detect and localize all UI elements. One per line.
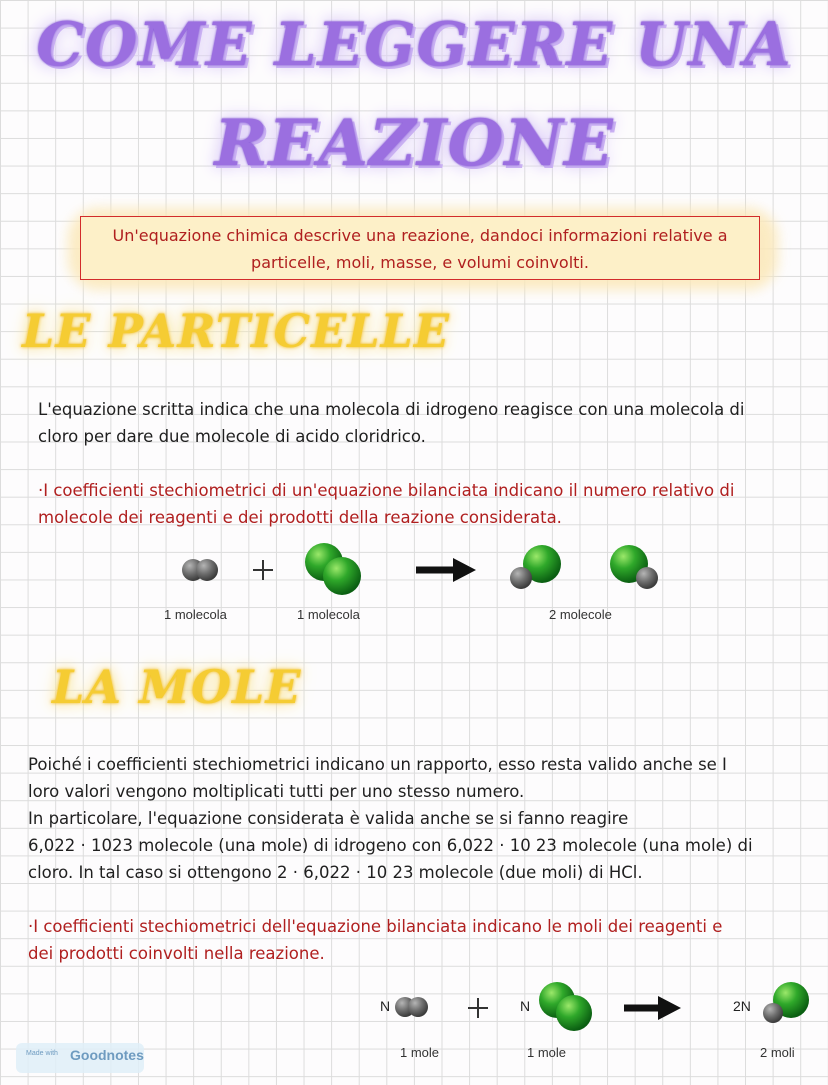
particelle-note-line2: molecole dei reagenti e dei prodotti della reazione considerata. — [38, 508, 562, 527]
page-title-line2: REAZIONE — [214, 106, 614, 181]
cl2-molecule-mole — [539, 982, 592, 1031]
label-h2: 1 molecola — [164, 607, 227, 622]
particelle-note-line1: ·I coefficienti stechiometrici di un'equazione bilanciata indicano il numero relativo di — [38, 481, 735, 500]
label-cl2: 1 molecola — [297, 607, 360, 622]
heading-particelle: LE PARTICELLE — [22, 304, 450, 358]
plus-sign — [253, 560, 273, 580]
label-hcl: 2 molecole — [549, 607, 612, 622]
h2-molecule — [182, 559, 218, 581]
mole-paragraph — [28, 751, 753, 886]
mole-diagram — [380, 978, 820, 1038]
page-title-line1: COME LEGGERE UNA — [36, 10, 792, 80]
plus-sign-mole — [468, 998, 488, 1018]
particelle-note — [38, 477, 734, 531]
hcl-molecule-mole — [763, 982, 809, 1023]
coef-hcl: 2N — [733, 998, 751, 1014]
particelle-paragraph — [38, 396, 745, 450]
mole-line4: 6,022 · 1023 molecole (una mole) di idrogeno con 6,022 · 10 23 molecole (una mole) di — [28, 836, 753, 855]
intro-line2: particelle, moli, masse, e volumi coinvolti. — [251, 253, 589, 272]
intro-box — [80, 216, 760, 280]
mole-line3: In particolare, l'equazione considerata è valida anche se si fanno reagire — [28, 809, 629, 828]
reaction-arrow-mole — [624, 996, 681, 1020]
mole-note-line1: ·I coefficienti stechiometrici dell'equazione bilanciata indicano le moli dei reagenti e — [28, 917, 723, 936]
intro-line1: Un'equazione chimica descrive una reazione, dandoci informazioni relative a — [112, 226, 728, 245]
h2-molecule-mole — [395, 997, 428, 1017]
coef-cl2: N — [520, 998, 531, 1014]
hcl-molecule-2 — [610, 545, 658, 589]
mole-note-line2: dei prodotti coinvolti nella reazione. — [28, 944, 325, 963]
mole-line2: loro valori vengono moltiplicati tutti per uno stesso numero. — [28, 782, 525, 801]
mole-line1: Poiché i coefficienti stechiometrici indicano un rapporto, esso resta valido anche se I — [28, 755, 727, 774]
reaction-arrow — [416, 558, 476, 582]
molecule-diagram — [160, 538, 680, 602]
label-h2-mole: 1 mole — [400, 1045, 440, 1060]
hcl-molecule-1 — [510, 545, 561, 589]
mole-line5: cloro. In tal caso si ottengono 2 · 6,022 · 10 23 molecole (due moli) di HCl. — [28, 863, 643, 882]
particelle-para-line2: cloro per dare due molecole di acido cloridrico. — [38, 427, 426, 446]
label-cl2-mole: 1 mole — [527, 1045, 567, 1060]
particelle-para-line1: L'equazione scritta indica che una molecola di idrogeno reagisce con una molecola di — [38, 400, 745, 419]
watermark-brand: Goodnotes — [70, 1047, 144, 1063]
label-hcl-mole: 2 moli — [760, 1045, 795, 1060]
cl2-molecule — [305, 543, 361, 595]
mole-note — [28, 913, 722, 967]
coef-h2: N — [380, 998, 391, 1014]
heading-mole: LA MOLE — [52, 660, 302, 714]
watermark-made-with: Made with — [26, 1050, 58, 1057]
